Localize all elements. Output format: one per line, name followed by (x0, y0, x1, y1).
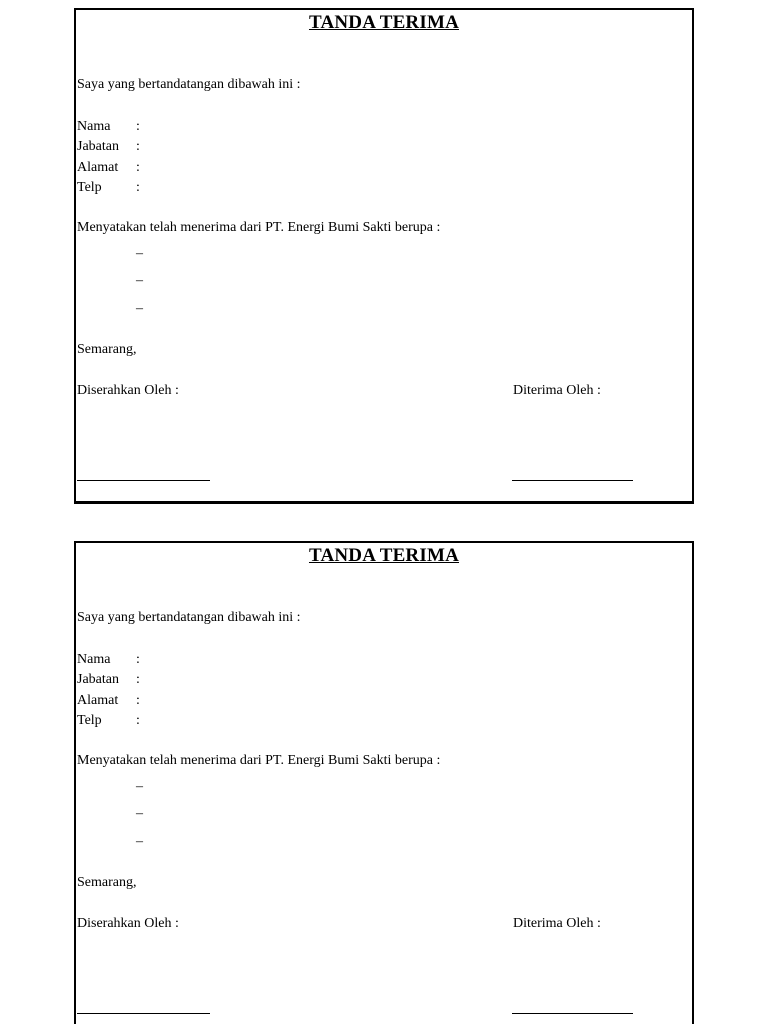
item-bullet: – (136, 246, 143, 261)
field-label-telp: Telp (77, 713, 102, 728)
field-colon: : (136, 180, 140, 195)
signature-line-giver (77, 480, 210, 481)
field-colon: : (136, 160, 140, 175)
item-bullet: – (136, 779, 143, 794)
field-label-nama: Nama (77, 119, 111, 134)
field-label-jabatan: Jabatan (77, 139, 119, 154)
signature-line-receiver (512, 480, 633, 481)
field-colon: : (136, 672, 140, 687)
field-label-alamat: Alamat (77, 693, 119, 708)
field-label-telp: Telp (77, 180, 102, 195)
field-label-nama: Nama (77, 652, 111, 667)
intro-text: Saya yang bertandatangan dibawah ini : (77, 77, 301, 92)
field-label-alamat: Alamat (77, 160, 119, 175)
field-colon: : (136, 693, 140, 708)
receipt-form (74, 541, 694, 1024)
field-colon: : (136, 713, 140, 728)
receipt-title: TANDA TERIMA (308, 545, 460, 566)
given-by-label: Diserahkan Oleh : (77, 383, 179, 398)
receipt-title: TANDA TERIMA (308, 12, 460, 33)
field-label-jabatan: Jabatan (77, 672, 119, 687)
city-text: Semarang, (77, 342, 137, 357)
field-colon: : (136, 119, 140, 134)
signature-line-receiver (512, 1013, 633, 1014)
statement-text: Menyatakan telah menerima dari PT. Energi Bumi Sakti berupa : (77, 753, 441, 768)
intro-text: Saya yang bertandatangan dibawah ini : (77, 610, 301, 625)
signature-line-giver (77, 1013, 210, 1014)
item-bullet: – (136, 806, 143, 821)
item-bullet: – (136, 301, 143, 316)
receipt-form (74, 8, 694, 504)
statement-text: Menyatakan telah menerima dari PT. Energi Bumi Sakti berupa : (77, 220, 441, 235)
field-colon: : (136, 139, 140, 154)
received-by-label: Diterima Oleh : (513, 383, 601, 398)
item-bullet: – (136, 834, 143, 849)
item-bullet: – (136, 273, 143, 288)
received-by-label: Diterima Oleh : (513, 916, 601, 931)
given-by-label: Diserahkan Oleh : (77, 916, 179, 931)
city-text: Semarang, (77, 875, 137, 890)
field-colon: : (136, 652, 140, 667)
